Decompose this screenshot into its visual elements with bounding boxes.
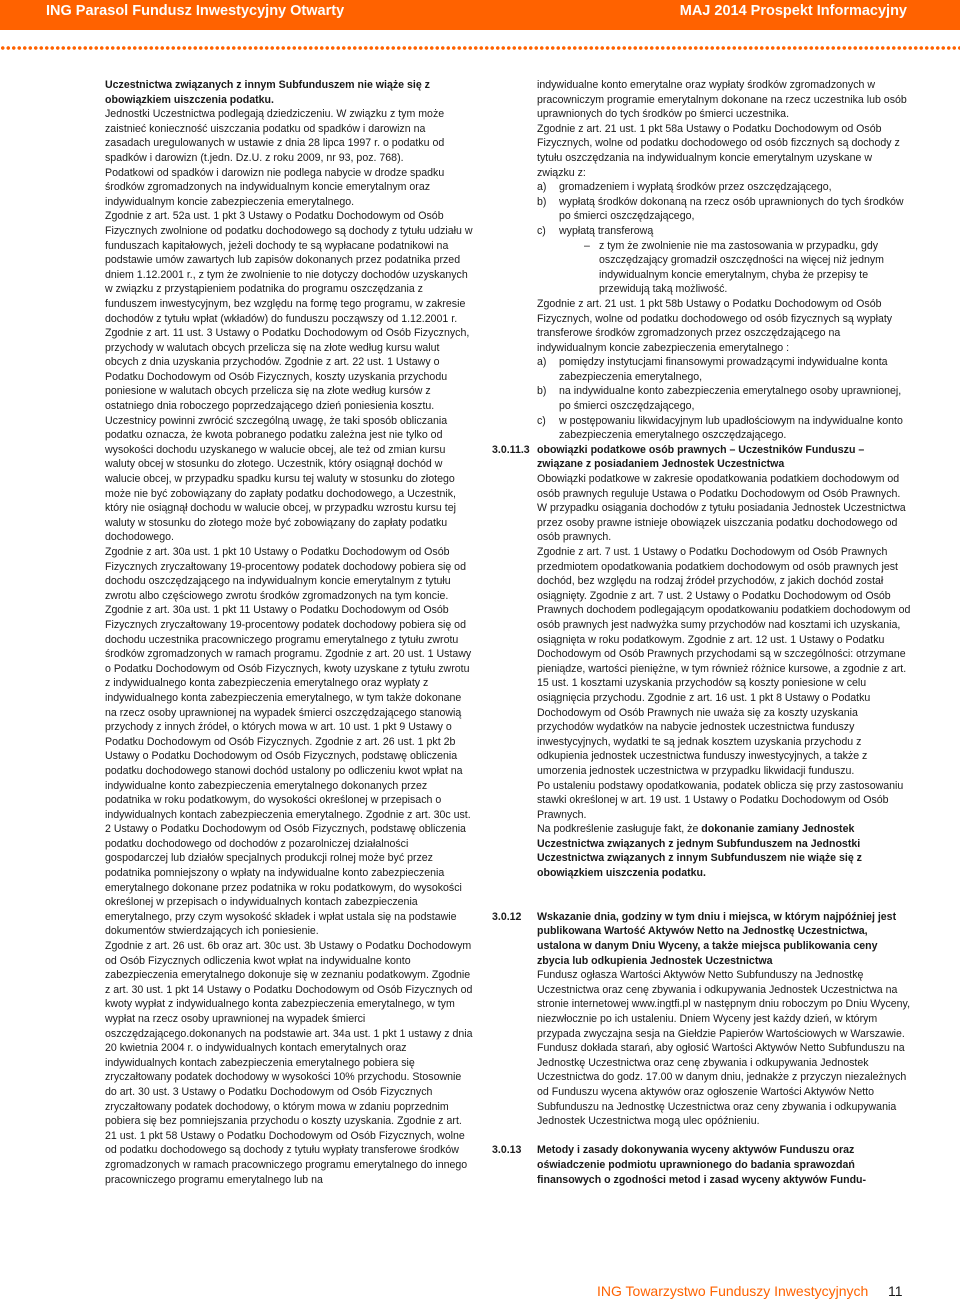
section-heading: Wskazanie dnia, godziny w tym dniu i miejsca, w którym najpóźniej jest publikowana Wartość Aktywów Netto na Jednostkę Uczestnictwa, ustalona w danym Dniu Wyceny, a także miejsca publikowania ceny zbycia lub odkupienia Jednostek Uczestnictwa <box>537 910 897 967</box>
left-column <box>105 78 473 1187</box>
page-header-bar <box>0 0 960 30</box>
paragraph: Jednostki Uczestnictwa podlegają dziedziczeniu. W związku z tym może zaistnieć konieczność uiszczania podatku od spadków i darowizn na zasadach uregulowanych w ustawie z dnia 28 lipca 1997 r. o podatku od spadków i darowizn (t.jedn. Dz.U. z roku 2009, nr 93, poz. 768). <box>105 108 445 164</box>
paragraph: Uczestnictwa związanych z innym Subfunduszem nie wiąże się z obowiązkiem uiszczenia podatku. <box>105 79 430 106</box>
paragraph: Na podkreślenie zasługuje fakt, że dokonanie zamiany Jednostek Uczestnictwa związanych z jednym Subfunduszem na Jednostki Uczestnictwa związanych z innym Subfunduszem nie wiąże się z obowiązkiem uiszczenia podatku. <box>537 823 862 880</box>
list-item: a) gromadzeniem i wypłatą środków przez oszczędzającego, <box>537 181 832 194</box>
paragraph: Podatkowi od spadków i darowizn nie podlega nabycie w drodze spadku środków zgromadzonych na indywidualnym koncie emerytalnym oraz indywidualnym koncie zabezpieczenia emerytalnego. <box>105 166 445 208</box>
section-3-0-12 <box>492 910 911 1129</box>
section-heading: obowiązki podatkowe osób prawnych – Uczestników Funduszu – związane z posiadaniem Jednostek Uczestnictwa <box>537 443 865 471</box>
page-number: 11 <box>888 1283 903 1299</box>
paragraph: Zgodnie z art. 21 ust. 1 pkt 58b Ustawy o Podatku Dochodowym od Osób Fizycznych, wolne od podatku dochodowego od osób fizycznych są wypłaty transferowe środków zgromadzonych przez oszczędzającego na indywidualnym koncie zabezpieczenia emerytalnego : <box>537 297 893 354</box>
document-title: ING Parasol Fundusz Inwestycyjny Otwarty <box>46 3 345 19</box>
list-item: a) pomiędzy instytucjami finansowymi prowadzącymi indywidualne konta zabezpieczenia emerytalnego, <box>537 356 888 383</box>
paragraph: Fundusz ogłasza Wartości Aktywów Netto Subfunduszy na Jednostkę Uczestnictwa oraz cenę zbywania i odkupywania Jednostek Uczestnictwa na stronie internetowej www.ingtfi.pl w następnym dniu roboczym po Dniu Wyceny, niezwłocznie po ich ustaleniu. Dniem Wyceny jest każdy dzień, w którym przypada zwyczajna sesja na Giełdzie Papierów Wartościowych w Warszawie. Fundusz dokłada starań, aby ogłosić Wartości Aktywów Netto Subfunduszu na Jednostkę Uczestnictwa oraz cenę zbywania i odkupywania Jednostek Uczestnictwa do godz. 17.00 w danym dniu, jednakże z przyczyn niezależnych od Funduszu wycena aktywów oraz ogłoszenie Wartości Aktywów Netto Subfunduszu na Jednostkę Uczestnictwa oraz ceny zbywania i odkupywania Jednostek Uczestnictwa mogą ulec opóźnieniu. <box>537 969 911 1128</box>
paragraph: Zgodnie z art. 21 ust. 1 pkt 58a Ustawy o Podatku Dochodowym od Osób Fizycznych, wolne od podatku dochodowego od osób fizcznych są dochody z tytułu oszczędzania na indywidualnym koncie emerytalnym uzyskane w związku z: <box>537 122 900 179</box>
section-number: 3.0.13 <box>492 1144 522 1157</box>
right-column <box>492 78 911 1187</box>
section-number: 3.0.12 <box>492 910 522 923</box>
paragraph: Po ustaleniu podstawy opodatkowania, podatek oblicza się przy zastosowaniu stawki określonej w art. 19 ust. 1 Ustawy o Podatku Dochodowym od Osób Prawnych. <box>537 779 904 821</box>
list-58b <box>537 355 911 443</box>
paragraph: Zgodnie z art. 11 ust. 3 Ustawy o Podatku Dochodowym od Osób Fizycznych, przychody w walutach obcych przelicza się na złote według kursu walut obcych z dnia uzyskania przychodów. Zgodnie z art. 22 ust. 1 Ustawy o Podatku Dochodowym od Osób Fizycznych, koszty uzyskania przychodu poniesione w walutach obcych przelicza się na złote według kursów z ostatniego dnia roboczego poprzedzającego dzień poniesienia kosztu. Uczestnicy powinni zwrócić szczególną uwagę, że taki sposób obliczania podatku oznacza, że kwota pobranego podatku zależna jest nie tylko od wysokości dochodu uzyskanego w walucie obcej, ale też od zmian kursu waluty obcej w stosunku do złotego. Uczestnik, który osiągnął dochód w walucie obcej, w przypadku spadku kursu tej waluty w stosunku do złotego może nie być zobowiązany do zapłaty podatku dochodowego, a Uczestnik, który nie osiągnął dochodu w walucie obcej, w przypadku wzrostu kursu tej waluty w stosunku do złotego może być zobowiązany do zapłaty podatku dochodowego. <box>105 327 470 544</box>
section-number: 3.0.11.3 <box>492 443 530 456</box>
list-item: c) wypłatą transferową <box>537 224 654 237</box>
dash-item: – z tym że zwolnienie nie ma zastosowania w przypadku, gdy oszczędzający gromadził oszczędności na więcej niż jednym indywidualnym koncie emerytalnym, chyba że przepisy te przewidują taką możliwość. <box>584 239 884 296</box>
document-date-subtitle: MAJ 2014 Prospekt Informacyjny <box>679 3 907 19</box>
paragraph: W przypadku osiągania dochodów z tytułu posiadania Jednostek Uczestnictwa przez osoby prawne istnieje obowiązek uiszczania podatku dochodowego od osób prawnych. <box>537 502 906 544</box>
list-item: b) wypłatą środków dokonaną na rzecz osób uprawnionych do tych środków po śmierci oszczędzającego, <box>537 195 904 223</box>
paragraph: Obowiązki podatkowe w zakresie opodatkowania podatkiem dochodowym od osób prawnych reguluje Ustawa o Podatku Dochodowym od Osób Prawnych. <box>537 473 901 500</box>
paragraph: Zgodnie z art. 52a ust. 1 pkt 3 Ustawy o Podatku Dochodowym od Osób Fizycznych zwolnione od podatku dochodowego są dochody z tytułu udziału w funduszach kapitałowych, jeżeli dochody te są wypłacane podatnikowi na podstawie umów zawartych lub zapisów dokonanych przez podatnika przed dniem 1.12.2001 r., z tym że zwolnienie to nie dotyczy dochodów uzyskanych w związku z przystąpieniem podatnika do programu oszczędzania z funduszem inwestycyjnym, bez względu na formę tego programu, w zakresie dochodów z tytułu wpłat (wkładów) do funduszu począwszy od 1.12.2001 r. <box>105 210 473 325</box>
page-footer <box>597 1283 903 1299</box>
list-item: c) w postępowaniu likwidacyjnym lub upadłościowym na indywidualne konto zabezpieczenia emerytalnego oszczędzającego. <box>537 414 903 442</box>
section-3-0-11-3 <box>492 443 911 881</box>
paragraph: indywidualne konto emerytalne oraz wypłaty środków zgromadzonych w pracowniczym programie emerytalnym dokonane na rzecz uczestnika lub osób uprawnionych do tych środków po śmierci uczestnika. <box>537 79 907 121</box>
section-heading: Metody i zasady dokonywania wyceny aktywów Funduszu oraz oświadczenie podmiotu uprawnionego do badania sprawozdań finansowych o zgodności metod i zasad wyceny aktywów Fundu- <box>537 1144 867 1186</box>
list-item: b) na indywidualne konto zabezpieczenia emerytalnego osoby uprawnionej, po śmierci oszczędzającego, <box>537 385 902 413</box>
footer-company: ING Towarzystwo Funduszy Inwestycyjnych <box>597 1283 869 1299</box>
paragraph: Zgodnie z art. 26 ust. 6b oraz art. 30c ust. 3b Ustawy o Podatku Dochodowym od Osób Fizycznych odliczenia kwot wpłat na indywidualne konto zabezpieczenia emerytalnego dokonuje się w zeznaniu podatkowym. Zgodnie z art. 30 ust. 1 pkt 14 Ustawy o Podatku Dochodowym od Osób Fizycznych od kwoty wypłat z indywidualnego konta zabezpieczenia emerytalnego, w tym wypłat na rzecz osoby uprawnionej na wypadek śmierci oszczędzającego.dokonanych na podstawie art. 34a ust. 1 pkt 1 ustawy z dnia 20 kwietnia 2004 r. o indywidualnych kontach emerytalnych oraz indywidualnych kontach zabezpieczenia emerytalnego pobiera się zryczałtowany podatek dochodowy w wysokości 10% przychodu. Stosownie do art. 30 ust. 3 Ustawy o Podatku Dochodowym od Osób Fizycznych zryczałtowany podatek dochodowy, o którym mowa w zdaniu poprzednim pobiera się bez pomniejszania przychodu o koszty uzyskania. Zgodnie z art. 21 ust. 1 pkt 58 Ustawy o Podatku Dochodowym od Osób Fizycznych, wolne od podatku dochodowego są dochody z tytułu wypłaty transferowe środków zgromadzonych w ramach pracowniczego programu emerytalnego do innego pracowniczego programu emerytalnego lub na <box>105 940 473 1186</box>
paragraph: Zgodnie z art. 30a ust. 1 pkt 10 Ustawy o Podatku Dochodowym od Osób Fizycznych zryczałtowany 19-procentowy podatek dochodowy pobiera się od dochodu oszczędzającego na indywidualnym koncie emerytalnym z tytułu zwrotu albo częściowego zwrotu środków zgromadzonych na tym koncie. Zgodnie z art. 30a ust. 1 pkt 11 Ustawy o Podatku Dochodowym od Osób Fizycznych zryczałtowany 19-procentowy podatek dochodowy pobiera się od dochodu uczestnika pracowniczego programu emerytalnego z tytułu zwrotu środków zgromadzonych w ramach programu. Zgodnie z art. 20 ust. 1 Ustawy o Podatku Dochodowym od Osób Fizycznych, kwoty uzyskane z tytułu zwrotu z indywidualnego konta zabezpieczenia emerytalnego oraz wypłaty z indywidualnego konta zabezpieczenia emerytalnego, w tym także dokonane na rzecz osoby uprawnionej na wypadek śmierci oszczędzającego stanowią przychody z innych źródeł, o których mowa w art. 10 ust. 1 pkt 9 Ustawy o Podatku Dochodowym od Osób Fizycznych. Zgodnie z art. 26 ust. 1 pkt 2b Ustawy o Podatku Dochodowym od Osób Fizycznych, podstawę obliczenia podatku dochodowego stanowi dochód ustalony po odliczeniu kwot wpłat na indywidualne konto zabezpieczenia emerytalnego dokonanych przez podatnika w roku podatkowym, do wysokości określonej w przepisach o indywidualnych kontach zabezpieczenia emerytalnego. Zgodnie z art. 30c ust. 2 Ustawy o Podatku Dochodowym od Osób Fizycznych, podstawę obliczenia podatku dochodowego od dochodów z pozarolniczej działalności gospodarczej lub działów specjalnych produkcji rolnej może być przez podatnika pomniejszony o wpłaty na indywidualne konto zabezpieczenia emerytalnego dokonane przez podatnika w roku podatkowym, do wysokości określonej w przepisach o indywidualnych kontach zabezpieczenia emerytalnego, przy czym wysokość składek i wpłat ustala się na podstawie dokumentów stwierdzających ich poniesienie. <box>105 546 472 938</box>
list-58a <box>537 180 911 238</box>
paragraph: Zgodnie z art. 7 ust. 1 Ustawy o Podatku Dochodowym od Osób Prawnych przedmiotem opodatkowania podatkiem dochodowym od osób prawnych jest dochód, bez względu na rodzaj źródeł przychodów, z jakich dochód został osiągnięty. Zgodnie z art. 7 ust. 2 Ustawy o Podatku Dochodowym od Osób Prawnych dochodem podlegającym opodatkowaniu podatkiem dochodowym od osób prawnych jest nadwyżka sumy przychodów nad kosztami ich uzyskania, osiągnięta w roku podatkowym. Zgodnie z art. 12 ust. 1 Ustawy o Podatku Dochodowym od Osób Prawnych przychodami są w szczególności: otrzymane pieniądze, wartości pieniężne, w tym również różnice kursowe, a zgodnie z art. 15 ust. 1 kosztami uzyskania przychodów są koszty poniesione w celu osiągnięcia przychodu. Zgodnie z art. 16 ust. 1 pkt 8 Ustawy o Podatku Dochodowym od Osób Prawnych nie uważa się za koszty uzyskania przychodów wydatków na nabycie jednostek uczestnictwa funduszy inwestycyjnych, wydatki te są jednak kosztem uzyskania przychodu z odkupienia jednostek uczestnictwa funduszy inwestycyjnych, a także z umorzenia jednostek uczestnictwa w przypadku likwidacji funduszu. <box>537 546 911 777</box>
dotted-divider <box>0 44 960 52</box>
section-3-0-13 <box>492 1143 911 1187</box>
